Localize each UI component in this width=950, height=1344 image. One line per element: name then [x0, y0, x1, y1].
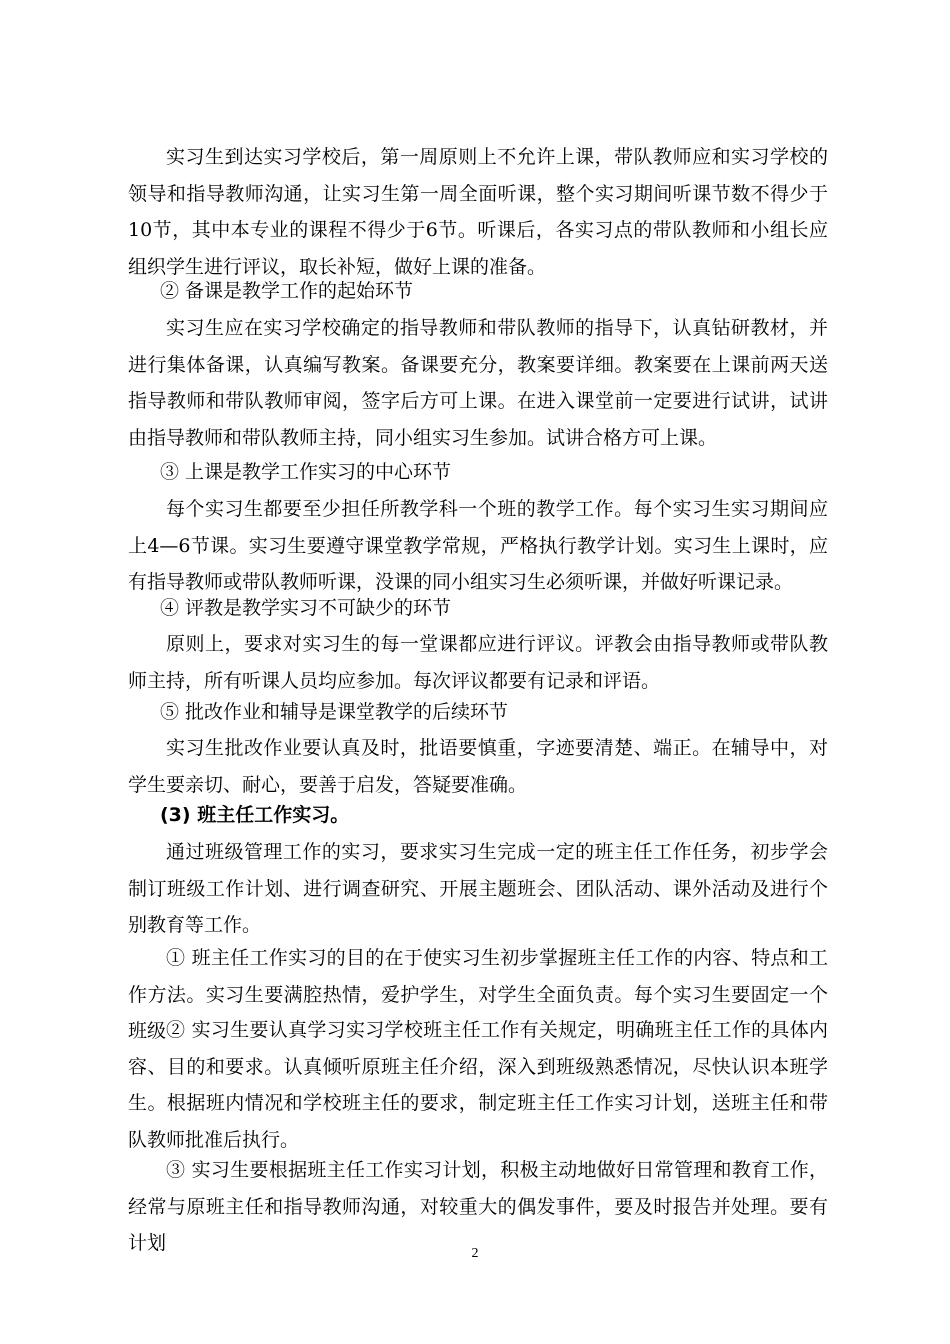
page-number: 2 — [471, 1246, 479, 1261]
paragraph-class-management: 通过班级管理工作的实习，要求实习生完成一定的班主任工作任务，初步学会制订班级工作计划、进行调查研究、开展主题班会、团队活动、课外活动及进行个别教育等工作。 — [128, 841, 828, 936]
paragraph-evaluation: 原则上，要求对实习生的每一堂课都应进行评议。评教会由指导教师或带队教师主持，所有听课人员均应参加。每次评议都要有记录和评语。 — [128, 633, 828, 692]
section-heading-class-teacher: (3) 班主任工作实习。 — [160, 804, 350, 826]
paragraph-lesson-prep: 实习生应在实习学校确定的指导教师和带队教师的指导下，认真钻研教材，并进行集体备课，认真编写教案。备课要充分，教案要详细。教案要在上课前两天送指导教师和带队教师审阅，签字后方可上课。在进入课堂前一定要进行试讲，试讲由指导教师和带队教师主持，同小组实习生参加。试讲合格方可上课。 — [128, 317, 828, 449]
heading-lesson-prep: ② 备课是教学工作的起始环节 — [160, 280, 414, 302]
paragraph-homework: 实习生批改作业要认真及时，批语要慎重，字迹要清楚、端正。在辅导中，对学生要亲切、耐心，要善于启发，答疑要准确。 — [128, 737, 828, 796]
paragraph-class-teacher-plan: ③ 实习生要根据班主任工作实习计划，积极主动地做好日常管理和教育工作，经常与原班主任和指导教师沟通，对较重大的偶发事件，要及时报告并处理。要有计划 — [128, 1159, 828, 1254]
paragraph-class-teacher-rules: ② 实习生要认真学习实习学校班主任工作有关规定，明确班主任工作的具体内容、目的和要求。认真倾听原班主任介绍，深入到班级熟悉情况，尽快认识本班学生。根据班内情况和学校班主任的要求，制定班主任工作实习计划，送班主任和带队教师批准后执行。 — [128, 1019, 828, 1151]
paragraph-class-teacher-goal: ① 班主任工作实习的目的在于使实习生初步掌握班主任工作的内容、特点和工作方法。实习生要满腔热情，爱护学生，对学生全面负责。每个实习生要固定一个班级 — [128, 947, 828, 1042]
heading-homework: ⑤ 批改作业和辅导是课堂教学的后续环节 — [160, 701, 509, 723]
paragraph-observation: 实习生到达实习学校后，第一周原则上不允许上课，带队教师应和实习学校的领导和指导教师沟通，让实习生第一周全面听课，整个实习期间听课节数不得少于10节，其中本专业的课程不得少于6节。听课后，各实习点的带队教师和小组长应组织学生进行评议，取长补短，做好上课的准备。 — [128, 146, 828, 278]
heading-teaching: ③ 上课是教学工作实习的中心环节 — [160, 461, 452, 483]
paragraph-teaching: 每个实习生都要至少担任所教学科一个班的教学工作。每个实习生实习期间应上4—6节课。实习生要遵守课堂教学常规，严格执行教学计划。实习生上课时，应有指导教师或带队教师听课，没课的同小组实习生必须听课，并做好听课记录。 — [128, 498, 828, 593]
heading-evaluation: ④ 评教是教学实习不可缺少的环节 — [160, 597, 452, 619]
